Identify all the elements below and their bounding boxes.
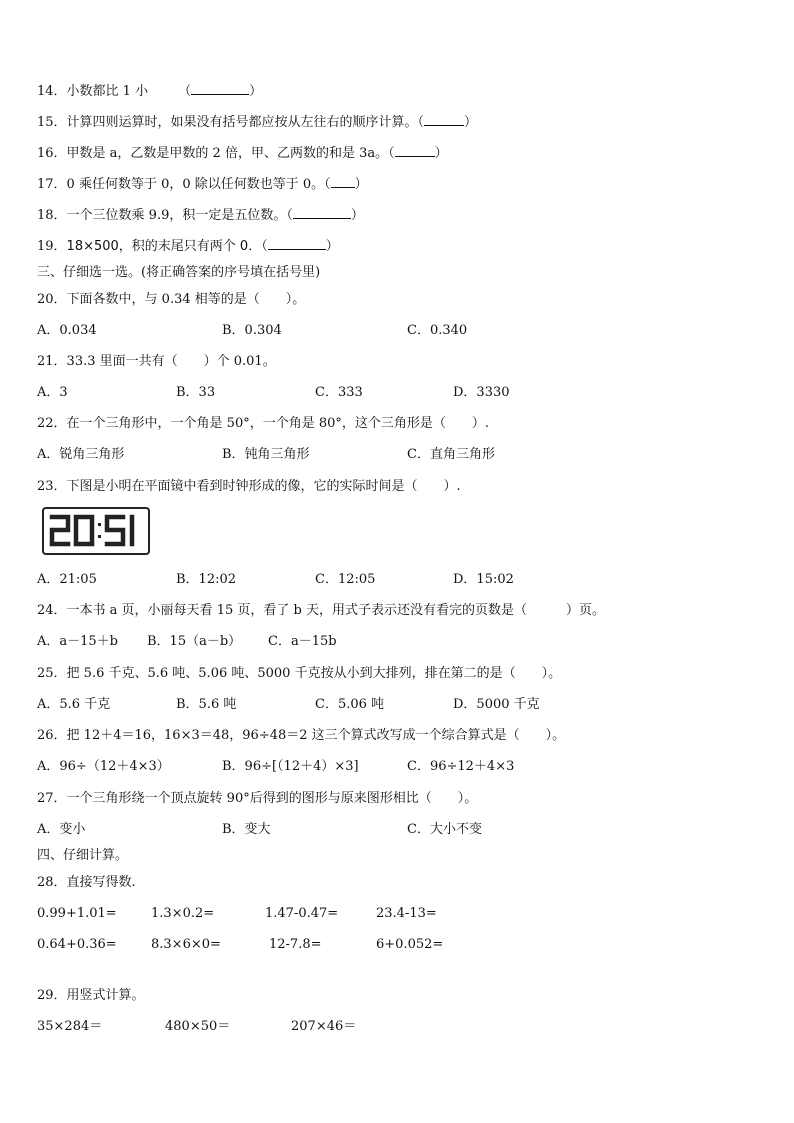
question-19-text: 18×500，积的末尾只有两个 0．（ xyxy=(66,239,268,254)
mirrored-digital-clock-image xyxy=(42,507,150,555)
q21-option-c[interactable]: C．333 xyxy=(315,385,363,400)
question-18 xyxy=(37,208,364,224)
question-25-stem: 25．把 5.6 千克、5.6 吨、5.06 吨、5000 千克按从小到大排列，排在第二的是（ ）。 xyxy=(37,666,562,681)
q25-option-d[interactable]: D．5000 千克 xyxy=(453,697,540,712)
q29-expr-2: 480×50＝ xyxy=(165,1019,231,1034)
q22-option-b[interactable]: B．钝角三角形 xyxy=(222,447,310,462)
q21-option-b[interactable]: B．33 xyxy=(176,385,216,400)
q24-option-c[interactable]: C．a－15b xyxy=(268,634,337,649)
q23-option-a[interactable]: A．21:05 xyxy=(37,572,97,587)
question-14 xyxy=(37,84,262,100)
q21-option-d[interactable]: D．3330 xyxy=(453,385,510,400)
q28-expr-6: 8.3×6×0= xyxy=(151,937,221,952)
q28-expr-3: 1.47-0.47= xyxy=(265,906,339,921)
question-20-stem: 20．下面各数中，与 0.34 相等的是（ ）。 xyxy=(37,292,306,307)
section-4-heading: 四、仔细计算。 xyxy=(37,848,129,863)
question-29-stem: 29．用竖式计算。 xyxy=(37,988,145,1003)
question-21-stem: 21．33.3 里面一共有（ ）个 0.01。 xyxy=(37,354,276,369)
question-18-bracket-close: ） xyxy=(350,208,364,223)
q25-option-a[interactable]: A．5.6 千克 xyxy=(37,697,111,712)
question-16-bracket-close: ） xyxy=(434,146,448,161)
answer-blank-14[interactable] xyxy=(191,84,249,95)
question-16 xyxy=(37,146,448,162)
question-17-text: 17．0 乘任何数等于 0，0 除以任何数也等于 0。（ xyxy=(37,177,331,192)
question-15-text: 15．计算四则运算时，如果没有括号都应按从左往右的顺序计算。（ xyxy=(37,115,425,130)
question-17-bracket-close: ） xyxy=(354,177,368,192)
answer-blank-18[interactable] xyxy=(293,208,351,219)
question-26-stem: 26．把 12＋4＝16，16×3＝48，96÷48＝2 这三个算式改写成一个综合算式是（ ）。 xyxy=(37,728,566,743)
q20-option-a[interactable]: A．0.034 xyxy=(37,323,97,338)
question-24-stem: 24．一本书 a 页，小丽每天看 15 页，看了 b 天，用式子表示还没有看完的页数是（ ）页。 xyxy=(37,603,605,618)
q28-expr-4: 23.4-13= xyxy=(376,906,437,921)
section-3-heading: 三、仔细选一选。(将正确答案的序号填在括号里) xyxy=(37,265,321,280)
answer-blank-15[interactable] xyxy=(424,115,464,126)
q25-option-b[interactable]: B．5.6 吨 xyxy=(176,697,237,712)
question-14-bracket-close: ） xyxy=(249,84,263,99)
question-15 xyxy=(37,115,477,131)
question-18-text: 18．一个三位数乘 9.9，积一定是五位数。（ xyxy=(37,208,293,223)
q26-option-c[interactable]: C．96÷12＋4×3 xyxy=(407,759,515,774)
q28-expr-1: 0.99+1.01= xyxy=(37,906,117,921)
q22-option-a[interactable]: A．锐角三角形 xyxy=(37,447,125,462)
q28-expr-5: 0.64+0.36= xyxy=(37,937,117,952)
question-28-stem: 28．直接写得数. xyxy=(37,875,136,890)
q29-expr-1: 35×284＝ xyxy=(37,1019,103,1034)
q23-option-d[interactable]: D．15:02 xyxy=(453,572,514,587)
answer-blank-16[interactable] xyxy=(395,146,435,157)
question-19-number: 19． xyxy=(37,239,67,254)
answer-blank-19[interactable] xyxy=(268,239,326,250)
question-23-stem: 23．下图是小明在平面镜中看到时钟形成的像，它的实际时间是（ ）. xyxy=(37,479,461,494)
q24-option-b[interactable]: B．15（a－b） xyxy=(147,634,242,649)
q29-expr-3: 207×46＝ xyxy=(291,1019,357,1034)
q25-option-c[interactable]: C．5.06 吨 xyxy=(315,697,385,712)
q27-option-b[interactable]: B．变大 xyxy=(222,822,271,837)
q27-option-c[interactable]: C．大小不变 xyxy=(407,822,482,837)
q20-option-b[interactable]: B．0.304 xyxy=(222,323,282,338)
question-19-bracket-close: ） xyxy=(325,239,339,254)
question-22-stem: 22．在一个三角形中，一个角是 50°，一个角是 80°，这个三角形是（ ）. xyxy=(37,416,490,431)
q22-option-c[interactable]: C．直角三角形 xyxy=(407,447,495,462)
q28-expr-2: 1.3×0.2= xyxy=(151,906,215,921)
q23-option-b[interactable]: B．12:02 xyxy=(176,572,237,587)
q26-option-b[interactable]: B．96÷[（12＋4）×3] xyxy=(222,759,359,774)
q28-expr-7: 12-7.8= xyxy=(269,937,322,952)
q21-option-a[interactable]: A．3 xyxy=(37,385,68,400)
clock-digits xyxy=(46,511,146,551)
question-27-stem: 27．一个三角形绕一个顶点旋转 90°后得到的图形与原来图形相比（ ）。 xyxy=(37,791,478,806)
question-16-text: 16．甲数是 a，乙数是甲数的 2 倍，甲、乙两数的和是 3a。（ xyxy=(37,146,395,161)
question-19 xyxy=(37,239,339,255)
question-15-bracket-close: ） xyxy=(464,115,478,130)
question-14-text: 14．小数都比 1 小 xyxy=(37,84,149,99)
q27-option-a[interactable]: A．变小 xyxy=(37,822,86,837)
q23-option-c[interactable]: C．12:05 xyxy=(315,572,376,587)
q28-expr-8: 6+0.052= xyxy=(376,937,444,952)
q26-option-a[interactable]: A．96÷（12＋4×3） xyxy=(37,759,170,774)
q20-option-c[interactable]: C．0.340 xyxy=(407,323,468,338)
q24-option-a[interactable]: A．a－15＋b xyxy=(37,634,119,649)
question-17 xyxy=(37,177,368,193)
answer-blank-17[interactable] xyxy=(331,177,355,188)
question-14-bracket-open: （ xyxy=(178,84,192,99)
